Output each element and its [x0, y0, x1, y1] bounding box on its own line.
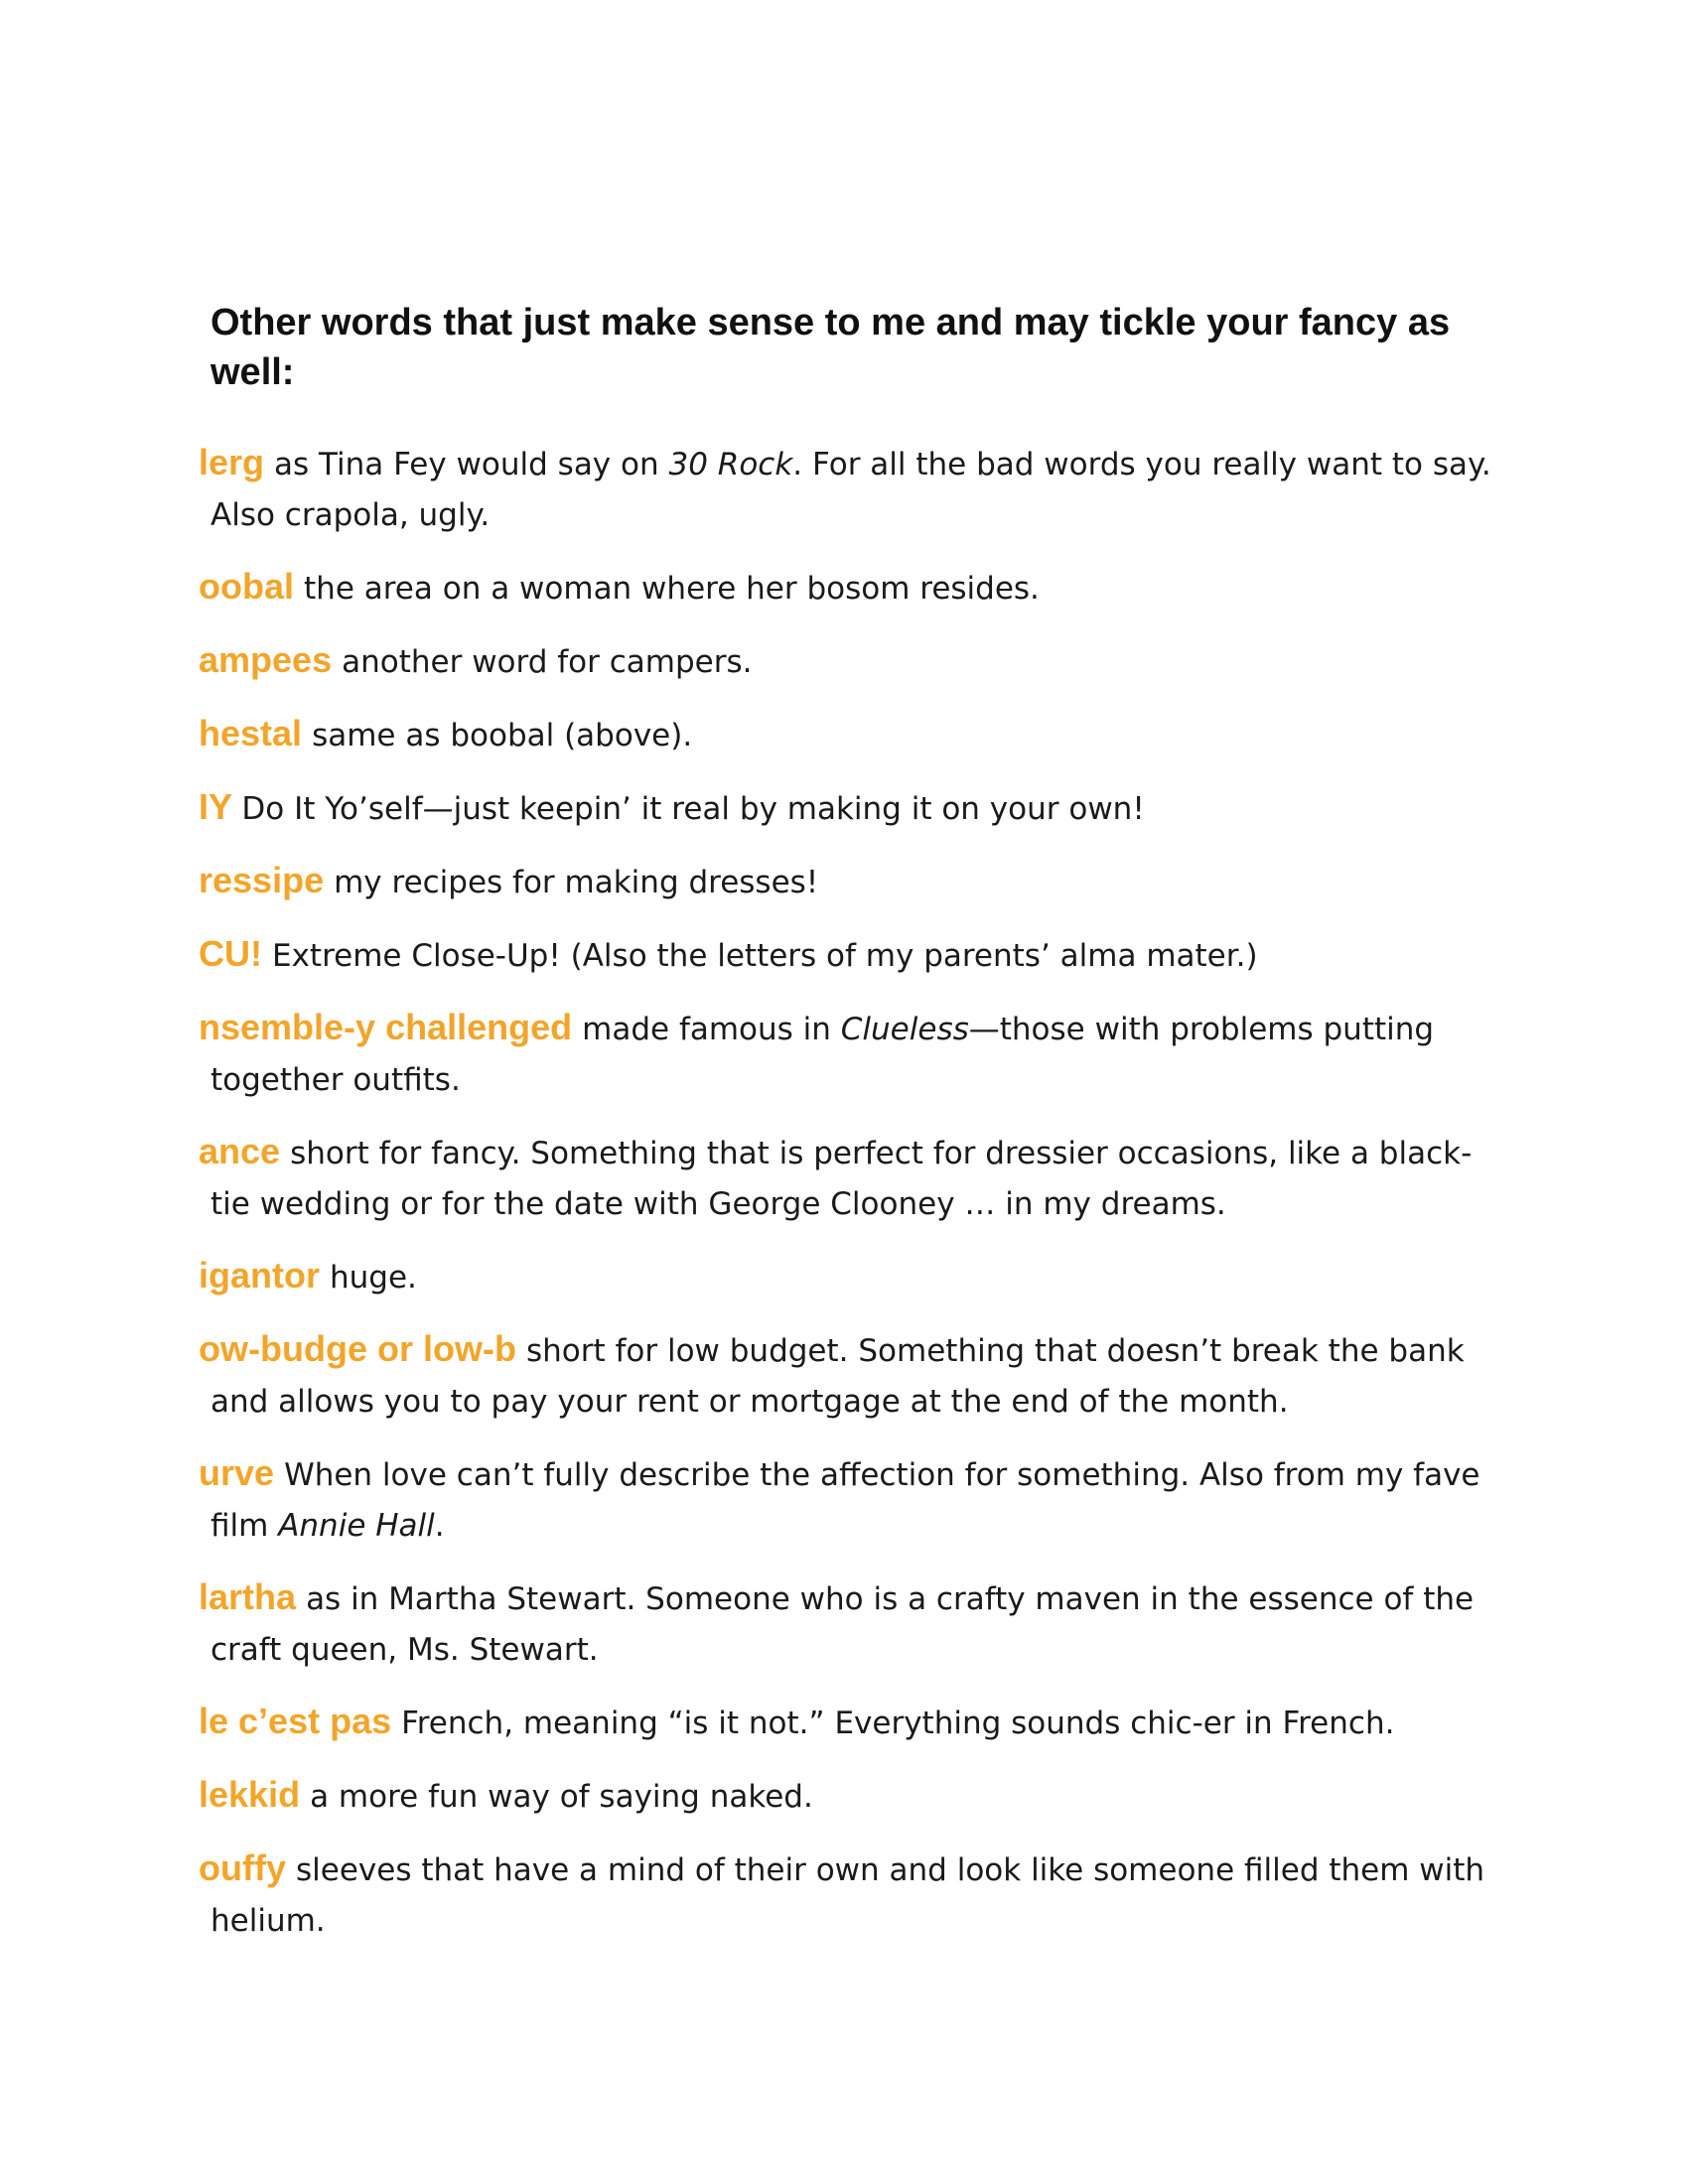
glossary-definition: the area on a woman where her bosom resides.: [304, 571, 1040, 607]
glossary-entry: [199, 1696, 1494, 1749]
glossary-term: lerg: [199, 442, 265, 482]
glossary-definition: short for fancy. Something that is perfect for dressier occasions, like a black-tie wedding or for the date with George Clooney … in my dreams.: [211, 1136, 1473, 1222]
glossary-definition: sleeves that have a mind of their own and look like someone filled them with helium.: [211, 1852, 1485, 1939]
glossary-term: IY: [199, 786, 232, 827]
glossary-entry: [199, 1002, 1494, 1106]
glossary-term: ance: [199, 1131, 281, 1171]
glossary-definition: French, meaning “is it not.” Everything sounds chic-er in French.: [401, 1706, 1395, 1741]
glossary-definition: huge.: [330, 1260, 417, 1296]
section-heading: Other words that just make sense to me and may tickle your fancy as well:: [211, 302, 1451, 393]
glossary-definition: made famous in Clueless—those with problems putting together outfits.: [211, 1012, 1435, 1098]
glossary-definition: my recipes for making dresses!: [334, 865, 819, 900]
glossary-term: CU!: [199, 933, 262, 974]
glossary-term: le c’est pas: [199, 1701, 392, 1741]
glossary-entry: [199, 855, 1494, 908]
glossary-definition: short for low budget. Something that doesn’t break the bank and allows you to pay your rent or mortgage at the end of the month.: [211, 1333, 1465, 1420]
glossary-definition: a more fun way of saying naked.: [310, 1779, 813, 1815]
glossary-term: igantor: [199, 1255, 320, 1296]
glossary-term: nsemble-y challenged: [199, 1007, 573, 1047]
glossary-definition: another word for campers.: [342, 644, 753, 680]
glossary-term: lekkid: [199, 1774, 301, 1815]
glossary-definition: When love can’t fully describe the affection for something. Also from my fave film Annie Hall.: [211, 1457, 1480, 1544]
glossary-entry: [199, 1447, 1494, 1552]
glossary-entry: [199, 1250, 1494, 1303]
glossary-term: ressipe: [199, 860, 325, 900]
glossary-entry: [199, 561, 1494, 614]
glossary-term: oobal: [199, 566, 294, 607]
glossary-entry: [199, 437, 1494, 541]
italic-title: Clueless: [840, 1012, 969, 1047]
glossary-definition: as in Martha Stewart. Someone who is a crafty maven in the essence of the craft queen, Ms. Stewart.: [211, 1581, 1475, 1668]
glossary-entry: [199, 928, 1494, 982]
glossary-term: ouffy: [199, 1847, 286, 1888]
glossary-list: [199, 437, 1494, 1967]
italic-title: Annie Hall: [278, 1508, 435, 1544]
glossary-entry: [199, 1571, 1494, 1676]
glossary-definition: Extreme Close-Up! (Also the letters of my parents’ alma mater.): [272, 938, 1258, 974]
glossary-entry: [199, 634, 1494, 688]
glossary-definition: as Tina Fey would say on 30 Rock. For all the bad words you really want to say. Also crapola, ugly.: [211, 447, 1491, 533]
glossary-entry: [199, 708, 1494, 761]
glossary-definition: Do It Yo’self—just keepin’ it real by making it on your own!: [241, 791, 1145, 827]
glossary-term: lartha: [199, 1576, 297, 1617]
glossary-entry: [199, 1126, 1494, 1230]
glossary-entry: [199, 1769, 1494, 1823]
italic-title: 30 Rock: [668, 447, 793, 482]
glossary-entry: [199, 1323, 1494, 1428]
glossary-term: urve: [199, 1452, 275, 1493]
glossary-definition: same as boobal (above).: [312, 718, 693, 753]
glossary-entry: [199, 1843, 1494, 1947]
glossary-term: hestal: [199, 713, 303, 753]
glossary-term: ampees: [199, 639, 333, 680]
glossary-entry: [199, 781, 1494, 835]
glossary-term: ow-budge or low-b: [199, 1328, 516, 1369]
